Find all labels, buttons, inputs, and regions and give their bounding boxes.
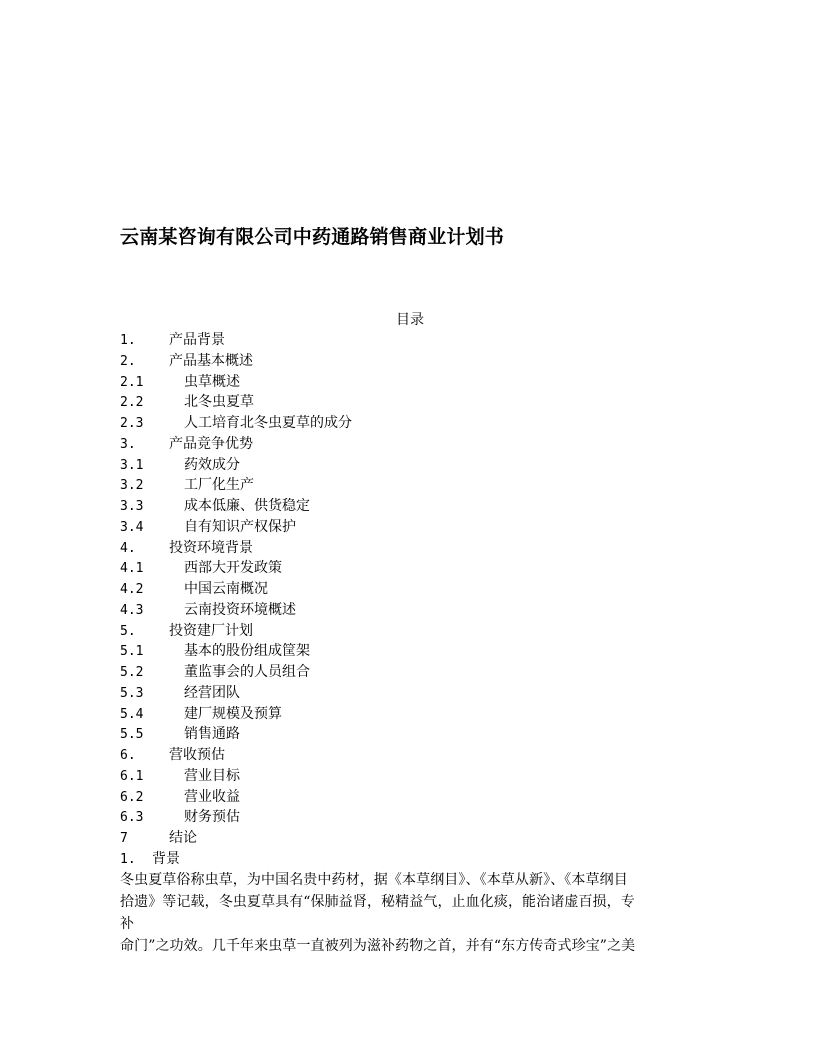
toc-item — [120, 641, 352, 662]
toc-item — [120, 828, 352, 849]
toc-item — [120, 579, 352, 600]
toc-item — [120, 372, 352, 393]
toc-item-label: 工厂化生产 — [184, 477, 254, 494]
toc-item-number: 3.3 — [120, 499, 144, 514]
toc-item — [120, 351, 352, 372]
toc-item-number: 2.2 — [120, 395, 144, 411]
toc-item-label: 中国云南概况 — [184, 581, 268, 597]
toc-item-label: 营业收益 — [184, 788, 240, 805]
toc-item — [120, 766, 352, 787]
toc-item-label: 产品竞争优势 — [169, 435, 253, 452]
section-title: 背景 — [152, 851, 180, 867]
toc-item-label: 营收预估 — [169, 747, 225, 763]
toc-item-label: 北冬虫夏草 — [184, 394, 254, 411]
toc-item-number: 6.2 — [120, 789, 144, 805]
paragraph-line: 补 — [120, 916, 135, 932]
toc-item-number: 5.2 — [120, 665, 144, 680]
toc-item-label: 人工培育北冬虫夏草的成分 — [184, 415, 352, 431]
toc-item-number: 5.5 — [120, 727, 144, 743]
toc-item-number: 6.1 — [120, 768, 144, 784]
toc-item — [120, 538, 352, 559]
toc-item-number: 5.3 — [120, 685, 144, 701]
toc-item — [120, 475, 352, 496]
toc-item-number: 2. — [120, 353, 136, 369]
toc-item-label: 云南投资环境概述 — [184, 601, 296, 618]
toc-item-label: 财务预估 — [184, 809, 240, 826]
toc-item — [120, 745, 352, 766]
toc-item-label: 成本低廉、供货稳定 — [184, 498, 310, 514]
paragraph-line: 冬虫夏草俗称虫草，为中国名贵中药材，据《本草纲目》、《本草从新》、《本草纲目 — [120, 872, 628, 888]
toc-item-number: 5.1 — [120, 644, 144, 660]
toc-item-number: 4.1 — [120, 561, 144, 577]
toc-item-label: 投资建厂计划 — [169, 622, 253, 639]
toc-item-number: 4.3 — [120, 602, 144, 618]
toc-item-label: 产品基本概述 — [169, 352, 253, 369]
section-heading — [120, 849, 700, 869]
toc-item — [120, 683, 352, 704]
toc-item — [120, 662, 352, 683]
toc-item-label: 投资环境背景 — [169, 539, 253, 556]
toc-item — [120, 496, 352, 517]
toc-item-number: 7 — [120, 831, 128, 846]
toc-item — [120, 621, 352, 642]
toc-item-number: 5.4 — [120, 706, 144, 722]
toc-item — [120, 807, 352, 828]
toc-item-number: 4. — [120, 540, 136, 556]
section-paragraph — [120, 869, 700, 957]
toc-item-label: 西部大开发政策 — [184, 560, 282, 577]
toc-item — [120, 724, 352, 745]
toc-item-number: 2.3 — [120, 416, 144, 431]
toc-item-number: 3.2 — [120, 478, 144, 494]
toc-item-number: 3.1 — [120, 457, 144, 473]
toc-item-label: 经营团队 — [184, 684, 240, 701]
toc-item-number: 2.1 — [120, 374, 144, 390]
toc-item-label: 结论 — [169, 830, 197, 846]
toc-item-number: 3.4 — [120, 519, 144, 535]
toc-item-number: 6. — [120, 748, 136, 763]
toc-item-label: 营业目标 — [184, 767, 240, 784]
toc-item — [120, 434, 352, 455]
toc-item-label: 自有知识产权保护 — [184, 518, 296, 535]
section-number: 1. — [120, 852, 136, 867]
section-background — [120, 849, 700, 957]
toc-heading: 目录 — [396, 312, 424, 328]
toc-item — [120, 558, 352, 579]
paragraph-line: 拾遗》等记载，冬虫夏草具有“保肺益肾，秘精益气，止血化痰，能治诸虚百损，专 — [120, 894, 635, 910]
toc-item — [120, 330, 352, 351]
toc-item-number: 6.3 — [120, 810, 144, 826]
toc-item — [120, 392, 352, 413]
toc-item — [120, 455, 352, 476]
document-title: 云南某咨询有限公司中药通路销售商业计划书 — [120, 226, 505, 248]
toc-item-number: 4.2 — [120, 582, 144, 597]
toc-item-label: 基本的股份组成筐架 — [184, 643, 310, 660]
toc-item-number: 1. — [120, 333, 136, 348]
toc-item-label: 销售通路 — [184, 726, 240, 743]
toc-item-number: 5. — [120, 623, 136, 639]
toc-item — [120, 600, 352, 621]
toc-item-number: 3. — [120, 436, 136, 452]
paragraph-line: 命门”之功效。几千年来虫草一直被列为滋补药物之首，并有“东方传奇式珍宝”之美 — [120, 938, 636, 954]
toc-item-label: 药效成分 — [184, 456, 240, 473]
table-of-contents — [120, 330, 352, 849]
toc-item-label: 董监事会的人员组合 — [184, 664, 310, 680]
toc-item — [120, 704, 352, 725]
toc-item-label: 产品背景 — [169, 332, 225, 348]
toc-item — [120, 517, 352, 538]
toc-item-label: 建厂规模及预算 — [184, 705, 282, 722]
toc-item — [120, 413, 352, 434]
toc-item — [120, 787, 352, 808]
toc-item-label: 虫草概述 — [184, 373, 240, 390]
